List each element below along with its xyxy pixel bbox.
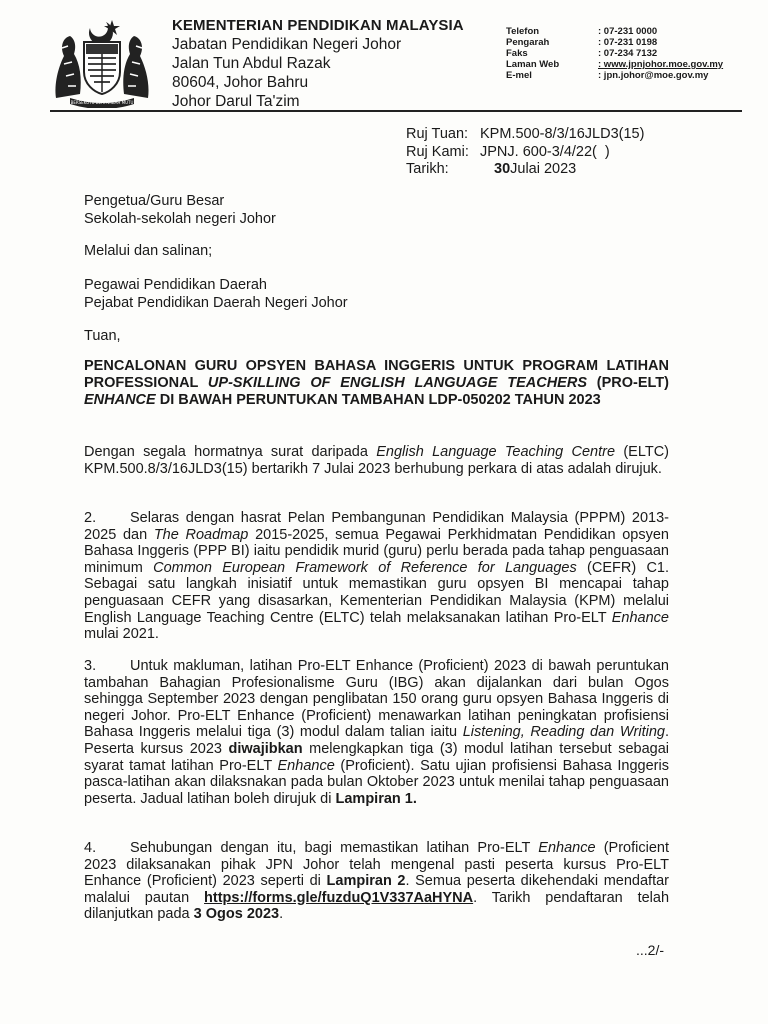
contact-label: Telefon bbox=[506, 26, 540, 37]
registration-form-link[interactable]: https://forms.gle/fuzduQ1V337AaHYNA bbox=[204, 889, 474, 906]
reference-block bbox=[406, 126, 644, 179]
tarikh-month-year: Julai 2023 bbox=[510, 161, 577, 177]
contact-row-email bbox=[506, 70, 723, 81]
paragraph-4: 4. Sehubungan dengan itu, bagi memastikan latihan Pro-ELT Enhance (Proficient 2023 dilaksanakan pihak JPN Johor telah mengenal pasti peserta kursus Pro-ELT Enhance (Proficient) 2023 seperti di Lampiran 2. Semua peserta dikehendaki mendaftar malalui pautan https://forms.gle/fuzduQ1V337AaHYNA. Tarikh pendaftaran telah dilanjutkan pada 3 Ogos 2023. bbox=[84, 840, 670, 923]
tarikh-day: 30 bbox=[494, 161, 511, 177]
paragraph-number: 4. bbox=[84, 840, 97, 856]
contact-details bbox=[506, 26, 723, 81]
ruj-kami-row bbox=[406, 144, 644, 162]
contact-value: : 07-231 0198 bbox=[598, 37, 658, 48]
contact-row-faks bbox=[506, 48, 723, 59]
ruj-tuan-row bbox=[406, 126, 644, 144]
address-postcode-city: 80604, Johor Bahru bbox=[172, 74, 309, 91]
paragraph-1: Dengan segala hormatnya surat daripada English Language Teaching Centre (ELTC) KPM.500.8/3/16JLD3(15) bertarikh 7 Julai 2023 berhubung perkara di atas adalah dirujuk. bbox=[84, 444, 669, 477]
department-name: Jabatan Pendidikan Negeri Johor bbox=[172, 36, 402, 53]
page-continuation: ...2/- bbox=[636, 942, 665, 958]
contact-row-telefon bbox=[506, 26, 723, 37]
address-street: Jalan Tun Abdul Razak bbox=[172, 55, 331, 72]
recipient-line-2: Sekolah-sekolah negeri Johor bbox=[84, 211, 276, 227]
contact-label: Pengarah bbox=[506, 37, 550, 48]
contact-row-website bbox=[506, 59, 723, 70]
contact-value: : 07-231 0000 bbox=[598, 26, 658, 37]
email-address: : jpn.johor@moe.gov.my bbox=[598, 70, 709, 81]
address-state: Johor Darul Ta'zim bbox=[172, 93, 300, 110]
ministry-name: KEMENTERIAN PENDIDIKAN MALAYSIA bbox=[172, 17, 464, 34]
letter-subject: PENCALONAN GURU OPSYEN BAHASA INGGERIS UNTUK PROGRAM LATIHAN PROFESSIONAL UP-SKILLING OF ENGLISH LANGUAGE TEACHERS (PRO-ELT) ENHANCE DI BAWAH PERUNTUKAN TAMBAHAN LDP-050202 TAHUN 2023 bbox=[84, 358, 669, 408]
paragraph-2: 2. Selaras dengan hasrat Pelan Pembangunan Pendidikan Malaysia (PPPM) 2013-2025 dan The Roadmap 2015-2025, semua Pegawai Perkhidmatan Pendidikan opsyen Bahasa Inggeris (PPP BI) iaitu pendidik murid (guru) perlu berada pada tahap penguasaan minimum Common European Framework of Reference for Languages (CEFR) C1. Sebagai satu langkah inisiatif untuk memastikan guru opsyen BI mencapai tahap penguasaan CEFR yang disasarkan, Kementerian Pendidikan Malaysia (KPM) melalui English Language Teaching Centre (ELTC) telah melaksanakan latihan Pro-ELT Enhance mulai 2021. bbox=[84, 510, 670, 643]
salutation: Tuan, bbox=[84, 328, 121, 344]
tarikh-row bbox=[406, 161, 644, 179]
ruj-kami-label: Ruj Kami: bbox=[406, 143, 469, 160]
contact-value: : 07-234 7132 bbox=[598, 48, 658, 59]
cc-line-2: Pejabat Pendidikan Daerah Negeri Johor bbox=[84, 295, 348, 311]
ruj-tuan-value: KPM.500-8/3/16JLD3(15) bbox=[480, 126, 645, 142]
paragraph-number: 2. bbox=[84, 510, 97, 526]
malaysia-coat-of-arms bbox=[50, 14, 154, 108]
crest-motto: BERSEKUTU BERTAMBAH MUTU bbox=[70, 100, 134, 105]
paragraph-number: 3. bbox=[84, 658, 97, 674]
paragraph-3: 3. Untuk makluman, latihan Pro-ELT Enhance (Proficient) 2023 di bawah peruntukan tambahan Bahagian Profesionalisme Guru (IBG) akan dijalankan dari bulan Ogos sehingga September 2023 dengan penglibatan 150 orang guru opsyen Bahasa Inggeris di negeri Johor. Pro-ELT Enhance (Proficient) menawarkan latihan peningkatan profisiensi Bahasa Inggeris melalui tiga (3) modul dalam talian iaitu Listening, Reading dan Writing. Peserta kursus 2023 diwajibkan melengkapkan tiga (3) modul latihan tersebut sebagai syarat tamat latihan Pro-ELT Enhance (Proficient). Satu ujian profisiensi Bahasa Inggeris pasca-latihan akan dilaksnakan pada bulan Oktober 2023 untuk menilai tahap penguasaan peserta. Jadual latihan boleh dirujuk di Lampiran 1. bbox=[84, 658, 669, 807]
recipient-line-1: Pengetua/Guru Besar bbox=[84, 193, 225, 209]
letterhead-divider bbox=[50, 110, 742, 112]
tarikh-label: Tarikh: bbox=[406, 161, 449, 177]
via-line: Melalui dan salinan; bbox=[84, 243, 213, 259]
contact-label: E-mel bbox=[506, 70, 532, 81]
contact-label: Faks bbox=[506, 48, 528, 59]
contact-row-pengarah bbox=[506, 37, 723, 48]
ruj-kami-value: JPNJ. 600-3/4/22( ) bbox=[480, 143, 610, 160]
contact-label: Laman Web bbox=[506, 59, 560, 70]
letterhead-address bbox=[172, 16, 464, 111]
cc-line-1: Pegawai Pendidikan Daerah bbox=[84, 277, 267, 293]
ruj-tuan-label: Ruj Tuan: bbox=[406, 126, 469, 142]
website-link[interactable]: : www.jpnjohor.moe.gov.my bbox=[598, 59, 724, 70]
